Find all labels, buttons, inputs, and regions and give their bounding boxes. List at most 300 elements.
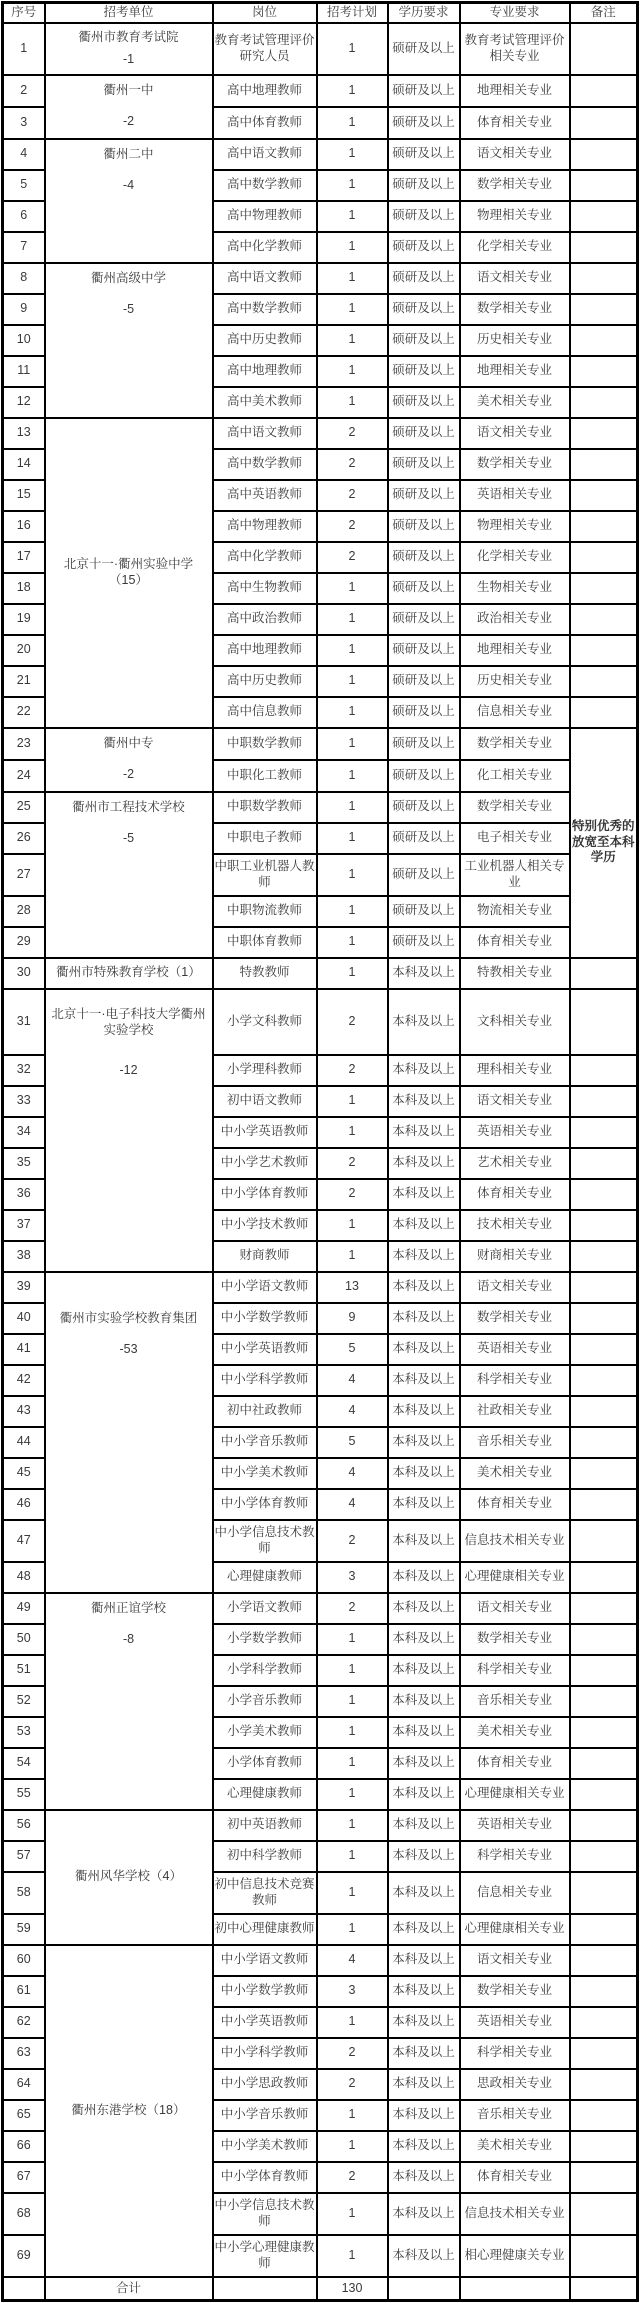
cell-row-number: 48 [3, 1562, 45, 1593]
cell-major: 语文相关专业 [460, 1945, 570, 1976]
cell-plan: 1 [317, 1841, 388, 1872]
cell-remark [570, 1055, 638, 1086]
unit-line: 衢州市教育考试院 [78, 29, 179, 44]
cell-remark [570, 1489, 638, 1520]
cell-plan: 1 [317, 1086, 388, 1117]
cell-major: 信息技术相关专业 [460, 1520, 570, 1562]
merged-unit-cell [45, 792, 213, 958]
cell-remark [570, 418, 638, 449]
cell-position: 中小学信息技术教师 [213, 2193, 317, 2235]
unit-line: -53 [119, 1342, 138, 1357]
cell-major: 科学相关专业 [460, 2038, 570, 2069]
cell-major: 数学相关专业 [460, 1624, 570, 1655]
cell-position: 财商教师 [213, 1241, 317, 1272]
cell-plan: 1 [317, 170, 388, 201]
cell-remark [570, 697, 638, 728]
cell-major: 体育相关专业 [460, 1748, 570, 1779]
total-empty-position [213, 2277, 317, 2301]
cell-row-number: 45 [3, 1458, 45, 1489]
cell-degree: 本科及以上 [388, 1489, 460, 1520]
cell-degree: 硕研及以上 [388, 263, 460, 294]
total-empty-no [3, 2277, 45, 2301]
unit-line: -4 [122, 178, 135, 193]
cell-position: 高中历史教师 [213, 666, 317, 697]
cell-plan: 1 [317, 2131, 388, 2162]
cell-plan: 1 [317, 958, 388, 989]
cell-degree: 本科及以上 [388, 1303, 460, 1334]
cell-position: 高中地理教师 [213, 75, 317, 107]
cell-major: 语文相关专业 [460, 1086, 570, 1117]
cell-plan: 1 [317, 823, 388, 854]
cell-degree: 本科及以上 [388, 1872, 460, 1914]
cell-position: 高中语文教师 [213, 263, 317, 294]
table-row [3, 418, 638, 449]
cell-row-number: 8 [3, 263, 45, 294]
cell-row-number: 67 [3, 2162, 45, 2193]
cell-plan: 1 [317, 2007, 388, 2038]
cell-remark [570, 666, 638, 697]
cell-position: 中小学英语教师 [213, 1334, 317, 1365]
cell-row-number: 20 [3, 635, 45, 666]
cell-position: 中小学英语教师 [213, 1117, 317, 1148]
cell-row-number: 41 [3, 1334, 45, 1365]
cell-remark [570, 2100, 638, 2131]
cell-plan: 1 [317, 356, 388, 387]
cell-remark [570, 1458, 638, 1489]
cell-row-number: 2 [3, 75, 45, 107]
cell-row-number: 12 [3, 387, 45, 418]
cell-plan: 1 [317, 854, 388, 896]
cell-remark [570, 1976, 638, 2007]
table-row [3, 958, 638, 989]
cell-degree: 硕研及以上 [388, 697, 460, 728]
unit-line: 北京十一·衢州实验中学 [63, 557, 194, 571]
cell-degree: 本科及以上 [388, 2193, 460, 2235]
cell-degree: 本科及以上 [388, 1841, 460, 1872]
cell-plan: 2 [317, 542, 388, 573]
cell-position: 高中化学教师 [213, 542, 317, 573]
cell-degree: 本科及以上 [388, 2038, 460, 2069]
cell-row-number: 22 [3, 697, 45, 728]
cell-remark [570, 480, 638, 511]
cell-row-number: 46 [3, 1489, 45, 1520]
cell-position: 中小学心理健康教师 [213, 2235, 317, 2277]
cell-position: 中职数学教师 [213, 792, 317, 823]
cell-plan: 1 [317, 75, 388, 107]
cell-degree: 硕研及以上 [388, 75, 460, 107]
cell-plan: 1 [317, 1872, 388, 1914]
cell-row-number: 47 [3, 1520, 45, 1562]
cell-row-number: 64 [3, 2069, 45, 2100]
cell-plan: 1 [317, 2193, 388, 2235]
cell-row-number: 40 [3, 1303, 45, 1334]
cell-plan: 1 [317, 896, 388, 927]
cell-row-number: 21 [3, 666, 45, 697]
cell-major: 英语相关专业 [460, 1334, 570, 1365]
total-row [3, 2277, 638, 2301]
cell-major: 数学相关专业 [460, 294, 570, 325]
cell-row-number: 60 [3, 1945, 45, 1976]
cell-row-number: 1 [3, 23, 45, 75]
cell-major: 教育考试管理评价相关专业 [460, 23, 570, 75]
cell-position: 中小学体育教师 [213, 2162, 317, 2193]
cell-plan: 2 [317, 511, 388, 542]
header-cell-2: 岗位 [213, 3, 317, 23]
table-row [3, 75, 638, 107]
cell-degree: 本科及以上 [388, 2100, 460, 2131]
cell-row-number: 18 [3, 573, 45, 604]
merged-unit-cell [45, 1593, 213, 1810]
cell-major: 美术相关专业 [460, 2131, 570, 2162]
cell-position: 心理健康教师 [213, 1779, 317, 1810]
cell-position: 初中心理健康教师 [213, 1914, 317, 1945]
unit-line: -5 [122, 831, 135, 846]
cell-degree: 硕研及以上 [388, 201, 460, 232]
cell-row-number: 29 [3, 927, 45, 958]
cell-position: 小学美术教师 [213, 1717, 317, 1748]
cell-degree: 本科及以上 [388, 1624, 460, 1655]
cell-remark [570, 1686, 638, 1717]
cell-degree: 硕研及以上 [388, 728, 460, 760]
cell-plan: 1 [317, 387, 388, 418]
cell-position: 中小学数学教师 [213, 1303, 317, 1334]
cell-position: 初中语文教师 [213, 1086, 317, 1117]
cell-degree: 本科及以上 [388, 1810, 460, 1841]
cell-degree: 本科及以上 [388, 1055, 460, 1086]
cell-major: 科学相关专业 [460, 1365, 570, 1396]
cell-major: 文科相关专业 [460, 989, 570, 1055]
cell-position: 中小学英语教师 [213, 2007, 317, 2038]
cell-plan: 2 [317, 1593, 388, 1624]
cell-degree: 硕研及以上 [388, 635, 460, 666]
cell-plan: 1 [317, 23, 388, 75]
cell-major: 理科相关专业 [460, 1055, 570, 1086]
header-cell-6: 备注 [570, 3, 638, 23]
cell-major: 电子相关专业 [460, 823, 570, 854]
cell-position: 中职数学教师 [213, 728, 317, 760]
cell-position: 小学体育教师 [213, 1748, 317, 1779]
cell-plan: 1 [317, 1624, 388, 1655]
cell-degree: 本科及以上 [388, 2235, 460, 2277]
cell-remark [570, 2193, 638, 2235]
merged-unit-cell [45, 958, 213, 989]
cell-degree: 本科及以上 [388, 1117, 460, 1148]
cell-major: 科学相关专业 [460, 1841, 570, 1872]
cell-position: 初中英语教师 [213, 1810, 317, 1841]
cell-row-number: 31 [3, 989, 45, 1055]
cell-major: 相心理健康关专业 [460, 2235, 570, 2277]
cell-major: 信息相关专业 [460, 1872, 570, 1914]
cell-major: 语文相关专业 [460, 263, 570, 294]
unit-lines [47, 30, 211, 68]
remark-line: 放宽至本科 [571, 834, 635, 849]
cell-plan: 2 [317, 480, 388, 511]
cell-position: 中小学音乐教师 [213, 1427, 317, 1458]
cell-major: 音乐相关专业 [460, 1686, 570, 1717]
cell-position: 小学数学教师 [213, 1624, 317, 1655]
cell-degree: 硕研及以上 [388, 139, 460, 170]
total-plan: 130 [317, 2277, 388, 2301]
cell-position: 高中信息教师 [213, 697, 317, 728]
cell-row-number: 25 [3, 792, 45, 823]
merged-unit-cell [45, 23, 213, 75]
merged-unit-cell [45, 1272, 213, 1593]
cell-position: 初中社政教师 [213, 1396, 317, 1427]
cell-major: 化学相关专业 [460, 232, 570, 263]
cell-plan: 1 [317, 294, 388, 325]
cell-position: 中小学语文教师 [213, 1272, 317, 1303]
cell-row-number: 37 [3, 1210, 45, 1241]
unit-line: -1 [122, 52, 135, 66]
cell-remark [570, 1562, 638, 1593]
cell-degree: 硕研及以上 [388, 511, 460, 542]
cell-major: 数学相关专业 [460, 1303, 570, 1334]
cell-plan: 4 [317, 1365, 388, 1396]
cell-degree: 本科及以上 [388, 2007, 460, 2038]
cell-major: 语文相关专业 [460, 139, 570, 170]
cell-remark [570, 511, 638, 542]
cell-degree: 硕研及以上 [388, 356, 460, 387]
cell-row-number: 61 [3, 1976, 45, 2007]
table-row [3, 1810, 638, 1841]
cell-major: 思政相关专业 [460, 2069, 570, 2100]
unit-line: （15） [109, 572, 148, 587]
cell-degree: 硕研及以上 [388, 823, 460, 854]
cell-row-number: 68 [3, 2193, 45, 2235]
unit-line: -2 [122, 767, 135, 782]
cell-remark [570, 2038, 638, 2069]
cell-degree: 本科及以上 [388, 2131, 460, 2162]
merged-unit-cell [45, 1810, 213, 1945]
cell-major: 化学相关专业 [460, 542, 570, 573]
cell-position: 中小学科学教师 [213, 1365, 317, 1396]
header-cell-0: 序号 [3, 3, 45, 23]
remark-line: 学历 [590, 850, 616, 865]
cell-degree: 本科及以上 [388, 1717, 460, 1748]
cell-plan: 1 [317, 1810, 388, 1841]
cell-degree: 硕研及以上 [388, 604, 460, 635]
cell-major: 美术相关专业 [460, 387, 570, 418]
cell-position: 高中生物教师 [213, 573, 317, 604]
cell-degree: 本科及以上 [388, 1272, 460, 1303]
cell-plan: 1 [317, 1779, 388, 1810]
cell-plan: 2 [317, 1520, 388, 1562]
cell-remark [570, 604, 638, 635]
cell-plan: 2 [317, 1055, 388, 1086]
cell-row-number: 7 [3, 232, 45, 263]
cell-degree: 硕研及以上 [388, 232, 460, 263]
cell-major: 信息技术相关专业 [460, 2193, 570, 2235]
cell-major: 地理相关专业 [460, 635, 570, 666]
cell-major: 数学相关专业 [460, 728, 570, 760]
table-row [3, 263, 638, 294]
cell-major: 语文相关专业 [460, 1272, 570, 1303]
cell-degree: 本科及以上 [388, 1086, 460, 1117]
cell-plan: 1 [317, 697, 388, 728]
cell-plan: 1 [317, 2235, 388, 2277]
cell-position: 中小学科学教师 [213, 2038, 317, 2069]
cell-remark [570, 1272, 638, 1303]
cell-major: 美术相关专业 [460, 1717, 570, 1748]
cell-major: 化工相关专业 [460, 760, 570, 792]
cell-position: 高中物理教师 [213, 201, 317, 232]
cell-position: 中小学信息技术教师 [213, 1520, 317, 1562]
cell-degree: 硕研及以上 [388, 542, 460, 573]
cell-plan: 4 [317, 1945, 388, 1976]
cell-position: 高中数学教师 [213, 294, 317, 325]
unit-line: 衢州二中 [103, 147, 154, 162]
cell-remark [570, 449, 638, 480]
cell-major: 社政相关专业 [460, 1396, 570, 1427]
unit-line: 衢州市实验学校教育集团 [59, 1311, 198, 1326]
cell-row-number: 39 [3, 1272, 45, 1303]
cell-position: 中小学语文教师 [213, 1945, 317, 1976]
cell-major: 体育相关专业 [460, 107, 570, 139]
cell-major: 科学相关专业 [460, 1655, 570, 1686]
cell-position: 中小学艺术教师 [213, 1148, 317, 1179]
cell-plan: 3 [317, 1976, 388, 2007]
cell-remark [570, 201, 638, 232]
cell-remark [570, 325, 638, 356]
cell-position: 中小学思政教师 [213, 2069, 317, 2100]
cell-row-number: 13 [3, 418, 45, 449]
cell-degree: 本科及以上 [388, 2162, 460, 2193]
cell-position: 高中语文教师 [213, 139, 317, 170]
cell-degree: 硕研及以上 [388, 760, 460, 792]
cell-plan: 4 [317, 1489, 388, 1520]
cell-remark [570, 2162, 638, 2193]
cell-degree: 硕研及以上 [388, 896, 460, 927]
cell-row-number: 63 [3, 2038, 45, 2069]
cell-remark [570, 1593, 638, 1624]
cell-plan: 13 [317, 1272, 388, 1303]
cell-major: 体育相关专业 [460, 1179, 570, 1210]
cell-major: 心理健康相关专业 [460, 1779, 570, 1810]
cell-major: 心理健康相关专业 [460, 1562, 570, 1593]
cell-degree: 硕研及以上 [388, 23, 460, 75]
cell-major: 工业机器人相关专业 [460, 854, 570, 896]
cell-row-number: 6 [3, 201, 45, 232]
cell-position: 中小学美术教师 [213, 1458, 317, 1489]
cell-degree: 硕研及以上 [388, 418, 460, 449]
cell-major: 数学相关专业 [460, 449, 570, 480]
cell-remark [570, 2235, 638, 2277]
cell-degree: 本科及以上 [388, 1562, 460, 1593]
cell-remark [570, 1624, 638, 1655]
cell-plan: 1 [317, 635, 388, 666]
cell-degree: 本科及以上 [388, 1748, 460, 1779]
cell-major: 英语相关专业 [460, 1810, 570, 1841]
cell-degree: 本科及以上 [388, 1179, 460, 1210]
cell-row-number: 51 [3, 1655, 45, 1686]
cell-position: 中职物流教师 [213, 896, 317, 927]
unit-line: 衢州东港学校（18） [71, 2102, 186, 2117]
cell-position: 高中英语教师 [213, 480, 317, 511]
cell-degree: 本科及以上 [388, 958, 460, 989]
cell-row-number: 50 [3, 1624, 45, 1655]
cell-row-number: 34 [3, 1117, 45, 1148]
cell-row-number: 28 [3, 896, 45, 927]
cell-row-number: 19 [3, 604, 45, 635]
cell-degree: 硕研及以上 [388, 170, 460, 201]
total-empty-degree [388, 2277, 460, 2301]
cell-plan: 1 [317, 792, 388, 823]
cell-plan: 1 [317, 325, 388, 356]
cell-position: 小学语文教师 [213, 1593, 317, 1624]
cell-plan: 4 [317, 1396, 388, 1427]
cell-row-number: 14 [3, 449, 45, 480]
cell-plan: 2 [317, 989, 388, 1055]
cell-remark [570, 1717, 638, 1748]
cell-remark [570, 23, 638, 75]
cell-plan: 1 [317, 107, 388, 139]
cell-degree: 本科及以上 [388, 1520, 460, 1562]
cell-remark [570, 107, 638, 139]
cell-degree: 硕研及以上 [388, 573, 460, 604]
cell-position: 中小学美术教师 [213, 2131, 317, 2162]
cell-remark [570, 958, 638, 989]
cell-major: 政治相关专业 [460, 604, 570, 635]
cell-major: 物理相关专业 [460, 201, 570, 232]
cell-plan: 9 [317, 1303, 388, 1334]
table-row [3, 1945, 638, 1976]
cell-remark [570, 1748, 638, 1779]
cell-major: 音乐相关专业 [460, 1427, 570, 1458]
cell-remark [570, 294, 638, 325]
table-row [3, 23, 638, 75]
header-cell-3: 招考计划 [317, 3, 388, 23]
cell-position: 中职工业机器人教师 [213, 854, 317, 896]
cell-position: 高中物理教师 [213, 511, 317, 542]
cell-remark [570, 1427, 638, 1458]
cell-position: 高中数学教师 [213, 449, 317, 480]
cell-degree: 硕研及以上 [388, 449, 460, 480]
cell-remark [570, 989, 638, 1055]
cell-row-number: 30 [3, 958, 45, 989]
cell-plan: 1 [317, 927, 388, 958]
cell-plan: 1 [317, 1655, 388, 1686]
table-row [3, 1593, 638, 1624]
total-label: 合计 [45, 2277, 213, 2301]
cell-remark [570, 573, 638, 604]
cell-plan: 1 [317, 139, 388, 170]
cell-degree: 硕研及以上 [388, 325, 460, 356]
cell-remark [570, 1914, 638, 1945]
cell-plan: 1 [317, 1748, 388, 1779]
cell-plan: 5 [317, 1334, 388, 1365]
table-row [3, 728, 638, 760]
cell-remark [570, 2069, 638, 2100]
cell-row-number: 53 [3, 1717, 45, 1748]
cell-major: 数学相关专业 [460, 1976, 570, 2007]
cell-position: 中职体育教师 [213, 927, 317, 958]
cell-degree: 本科及以上 [388, 1458, 460, 1489]
cell-row-number: 54 [3, 1748, 45, 1779]
table-body [3, 23, 638, 2301]
merged-unit-cell [45, 1945, 213, 2277]
cell-degree: 硕研及以上 [388, 854, 460, 896]
recruitment-table [1, 1, 639, 2302]
table-header [3, 3, 638, 23]
unit-line: -5 [122, 302, 135, 317]
cell-major: 数学相关专业 [460, 170, 570, 201]
cell-major: 体育相关专业 [460, 1489, 570, 1520]
cell-row-number: 42 [3, 1365, 45, 1396]
unit-line: 衢州市工程技术学校 [72, 800, 185, 815]
table-row [3, 139, 638, 170]
cell-plan: 2 [317, 2069, 388, 2100]
cell-degree: 硕研及以上 [388, 107, 460, 139]
